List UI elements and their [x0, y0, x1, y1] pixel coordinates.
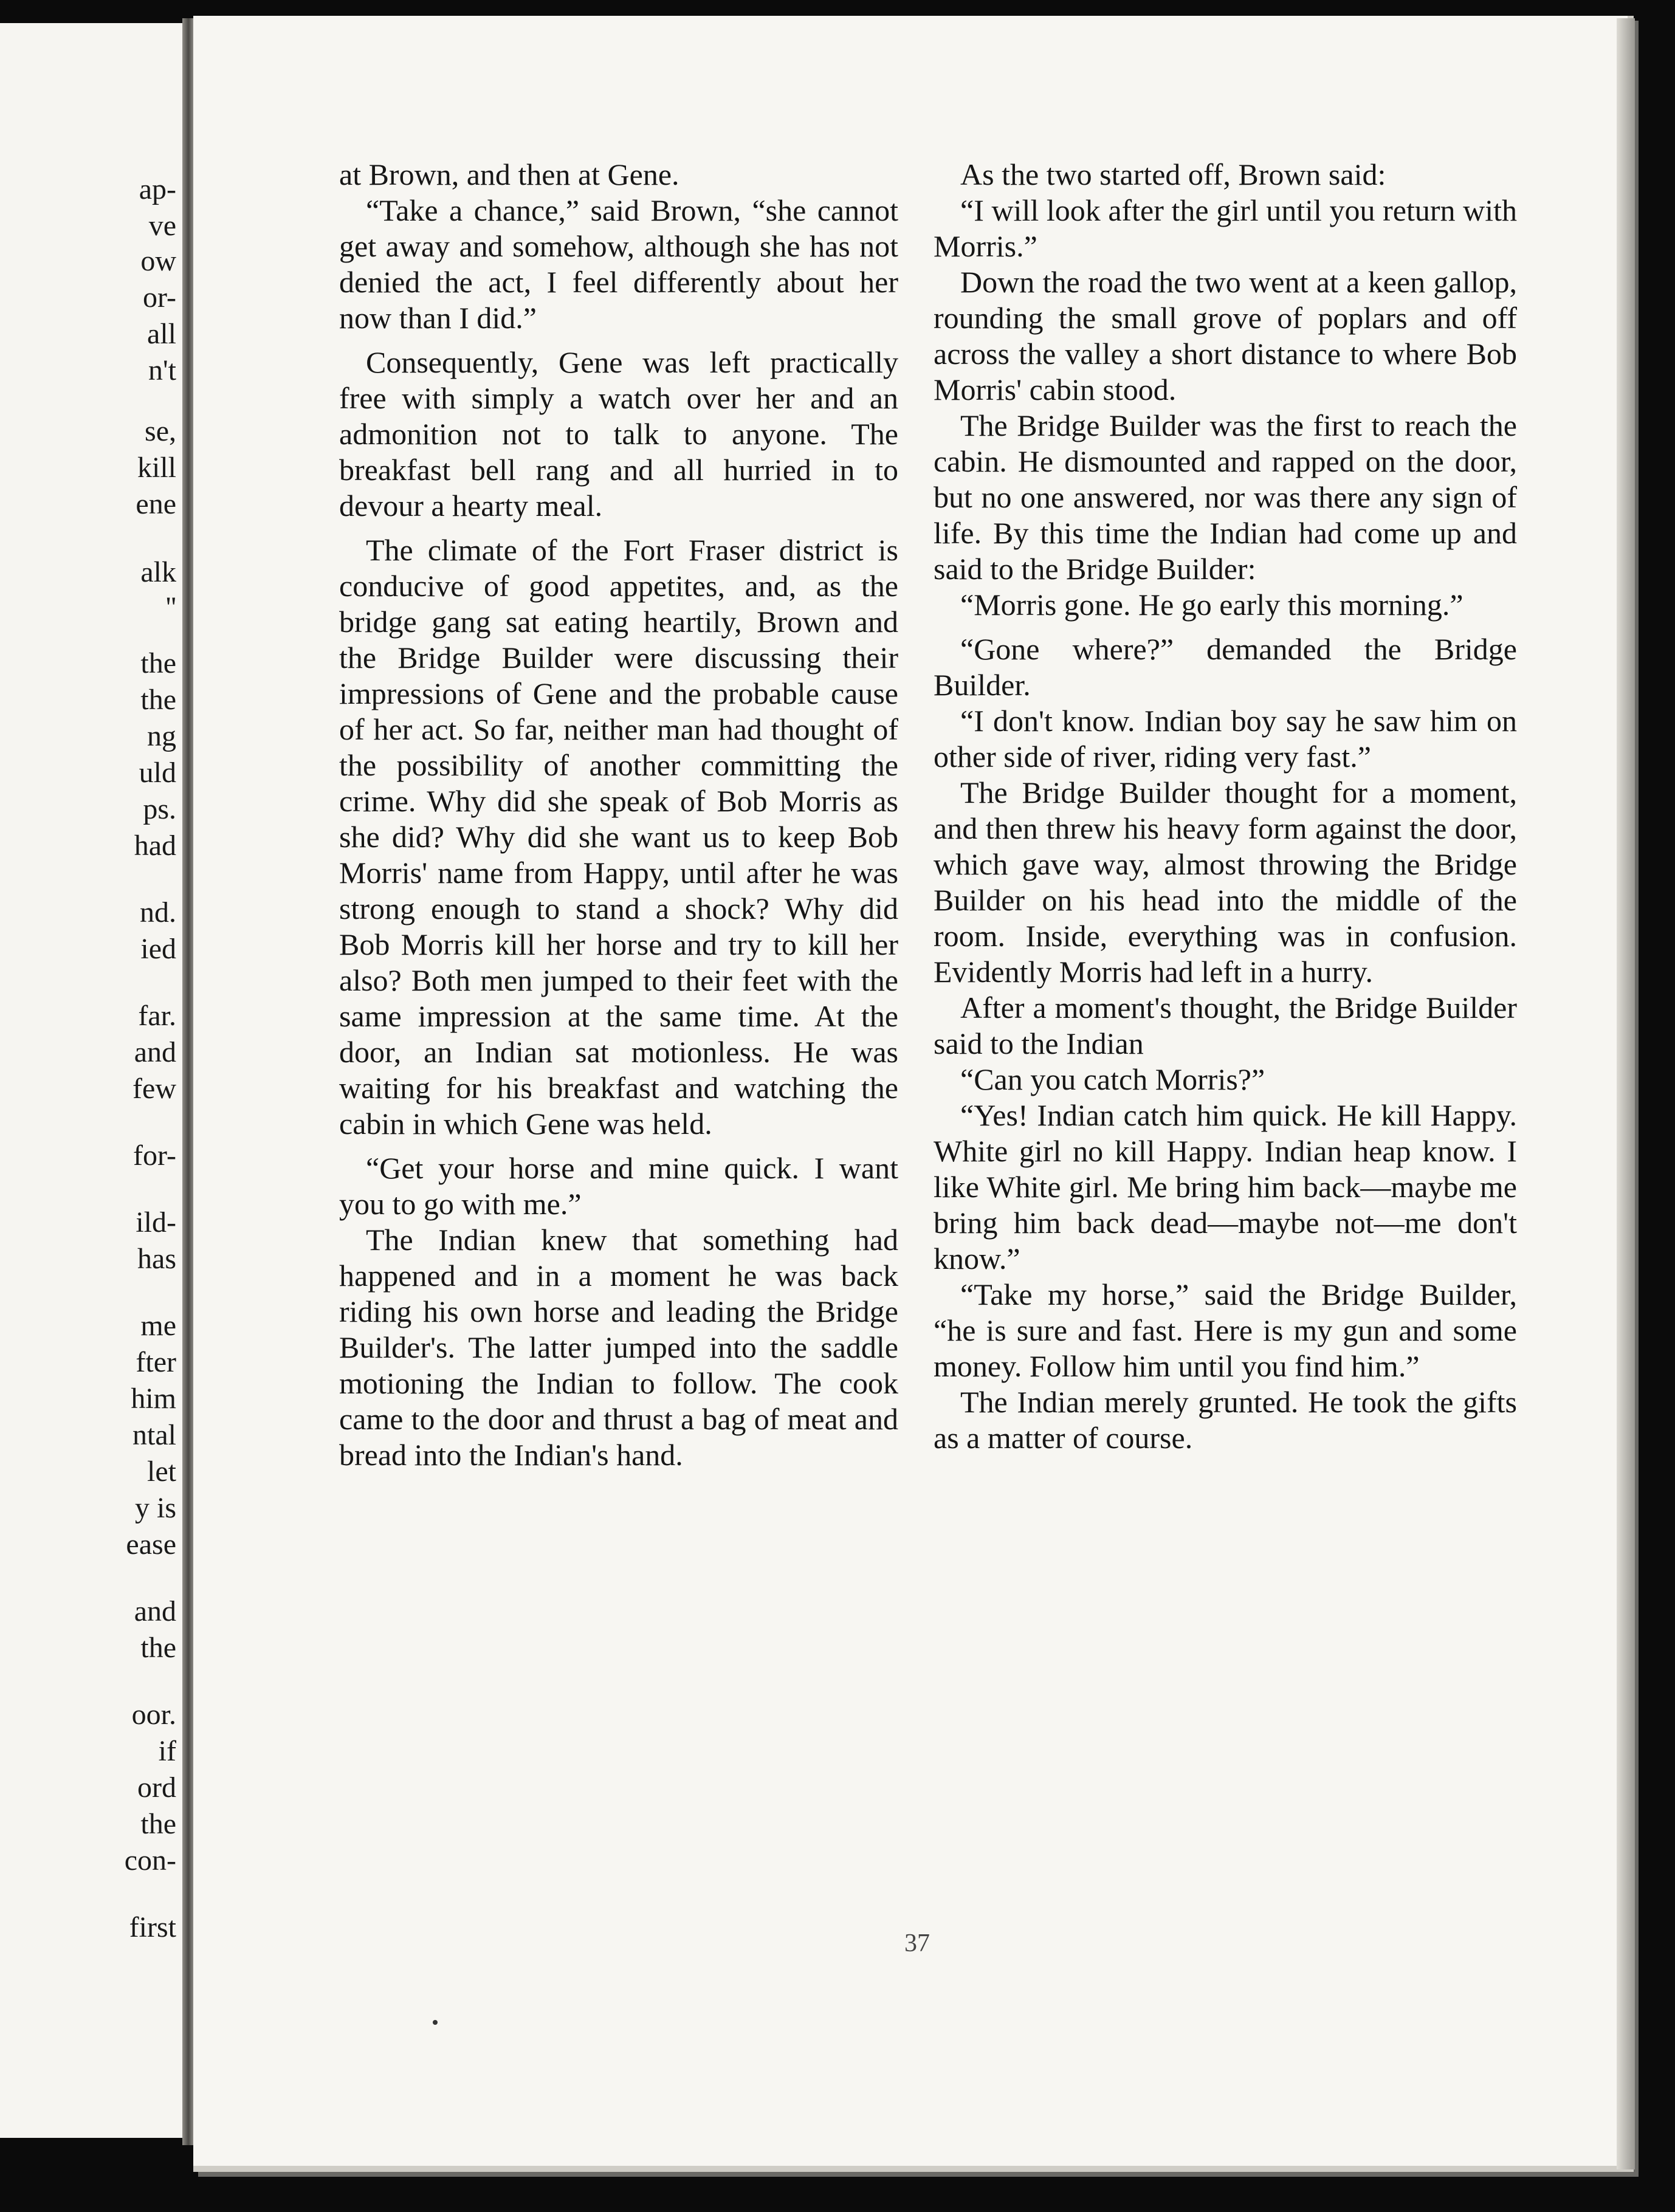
facing-page-text-fragment: ntal [132, 1419, 176, 1451]
book-page [193, 16, 1634, 2172]
facing-page-text-fragment: ve [148, 210, 176, 242]
facing-page-text-fragment: uld [139, 757, 176, 789]
paragraph: The climate of the Fort Fraser district is conducive of good appetites, and, as the bridge gang sat eating heartily, Brown and the Bridge Builder were discussing their impressions of Gene and the probable cause of her act. So far, neither man had thought of the possibility of another committing the crime. Why did she speak of Bob Morris as she did? Why did she want us to keep Bob Morris' name from Happy, until after he was strong enough to stand a shock? Why did Bob Morris kill her horse and try to kill her also? Both men jumped to their feet with the same impression at the same time. At the door, an Indian sat motionless. He was waiting for his breakfast and watching the cabin in which Gene was held. [339, 533, 898, 1141]
facing-page-fragment [0, 23, 186, 2138]
facing-page-text-fragment: me [140, 1310, 176, 1342]
facing-page-text-fragment: ene [136, 488, 176, 520]
paragraph: Consequently, Gene was left practically free with simply a watch over her and an admonition not to talk to anyone. The breakfast bell rang and all hurried in to devour a hearty meal. [339, 345, 898, 523]
paragraph: “I will look after the girl until you return with Morris.” [934, 193, 1517, 263]
facing-page-text-fragment: ild- [136, 1206, 176, 1238]
facing-page-text-fragment: kill [137, 452, 176, 484]
facing-page-text-fragment: alk [140, 556, 176, 588]
paragraph: The Indian knew that something had happened and in a moment he was back riding his own horse and leading the Bridge Builder's. The latter jumped into the saddle motioning the Indian to follow. The cook came to the door and thrust a bag of meat and bread into the Indian's hand. [339, 1223, 898, 1472]
facing-page-text-fragment: for- [133, 1139, 176, 1172]
facing-page-text-fragment: y is [134, 1492, 176, 1524]
facing-page-text-fragment: and [134, 1036, 176, 1068]
paragraph: “Take my horse,” said the Bridge Builder, “he is sure and fast. Here is my gun and some money. Follow him until you find him.” [934, 1277, 1517, 1383]
facing-page-text-fragment: '' [165, 591, 176, 623]
page-edge [1617, 18, 1635, 2169]
facing-page-text-fragment: ps. [143, 793, 176, 825]
facing-page-text-fragment: far. [138, 1000, 176, 1032]
paragraph: After a moment's thought, the Bridge Builder said to the Indian [934, 991, 1517, 1060]
facing-page-text-fragment: the [140, 647, 176, 679]
paragraph: The Bridge Builder was the first to reach the cabin. He dismounted and rapped on the door, but no one answered, nor was there any sign of life. By this time the Indian had come up and said to the Bridge Builder: [934, 408, 1517, 586]
paragraph: “Take a chance,” said Brown, “she cannot get away and somehow, although she has not denied the act, I feel differently about her now than I did.” [339, 193, 898, 335]
facing-page-text-fragment: ow [140, 245, 176, 277]
text-column-left [339, 157, 898, 1473]
facing-page-text-fragment: the [140, 684, 176, 716]
paragraph: at Brown, and then at Gene. [339, 157, 679, 191]
facing-page-text-fragment: ord [137, 1771, 176, 1804]
facing-page-text-fragment: or- [142, 281, 176, 314]
facing-page-text-fragment: n't [148, 354, 176, 386]
paragraph: As the two started off, Brown said: [960, 157, 1386, 191]
paragraph: “Morris gone. He go early this morning.” [960, 588, 1463, 622]
facing-page-text-fragment: se, [145, 415, 176, 447]
text-column-right [934, 157, 1517, 1456]
facing-page-text-fragment: him [131, 1382, 176, 1415]
facing-page-text-fragment: con- [124, 1844, 176, 1877]
facing-page-text-fragment: fter [136, 1346, 176, 1378]
facing-page-text-fragment: ied [140, 933, 176, 965]
print-speck [433, 2020, 438, 2025]
page-number: 37 [904, 1929, 930, 1957]
facing-page-text-fragment: few [132, 1073, 176, 1105]
facing-page-text-fragment: if [158, 1735, 176, 1767]
paragraph: “Gone where?” demanded the Bridge Builder. [934, 632, 1517, 702]
facing-page-text-fragment: ng [147, 720, 176, 752]
facing-page-text-fragment: ap- [139, 173, 176, 205]
paragraph: “Get your horse and mine quick. I want you to go with me.” [339, 1151, 898, 1221]
paragraph: Down the road the two went at a keen gallop, rounding the small grove of poplars and off across the valley a short distance to where Bob Morris' cabin stood. [934, 265, 1517, 407]
facing-page-text-fragment: had [134, 829, 176, 862]
facing-page-text-fragment: the [140, 1808, 176, 1840]
facing-page-text-fragment: the [140, 1632, 176, 1664]
paragraph: The Indian merely grunted. He took the gifts as a matter of course. [934, 1385, 1517, 1455]
facing-page-text-fragment: nd. [140, 896, 176, 929]
facing-page-text-fragment: oor. [131, 1698, 176, 1731]
paragraph: “I don't know. Indian boy say he saw him on other side of river, riding very fast.” [934, 704, 1517, 774]
facing-page-text-fragment: has [137, 1243, 176, 1275]
paragraph: The Bridge Builder thought for a moment, and then threw his heavy form against the door, which gave way, almost throwing the Bridge Builder on his head into the middle of the room. Inside, everything was in confusion. Evidently Morris had left in a hurry. [934, 775, 1517, 989]
paragraph: “Can you catch Morris?” [960, 1062, 1265, 1096]
paragraph: “Yes! Indian catch him quick. He kill Happy. White girl no kill Happy. Indian heap know. I like White girl. Me bring him back—maybe me bring him back dead—maybe not—me don't know.” [934, 1098, 1517, 1276]
facing-page-text-fragment: ease [126, 1528, 176, 1561]
facing-page-text-fragment: all [147, 318, 176, 350]
book-gutter [182, 18, 194, 2145]
facing-page-text-fragment: and [134, 1595, 176, 1627]
facing-page-text-fragment: let [147, 1455, 176, 1488]
facing-page-text-fragment: first [129, 1911, 176, 1943]
